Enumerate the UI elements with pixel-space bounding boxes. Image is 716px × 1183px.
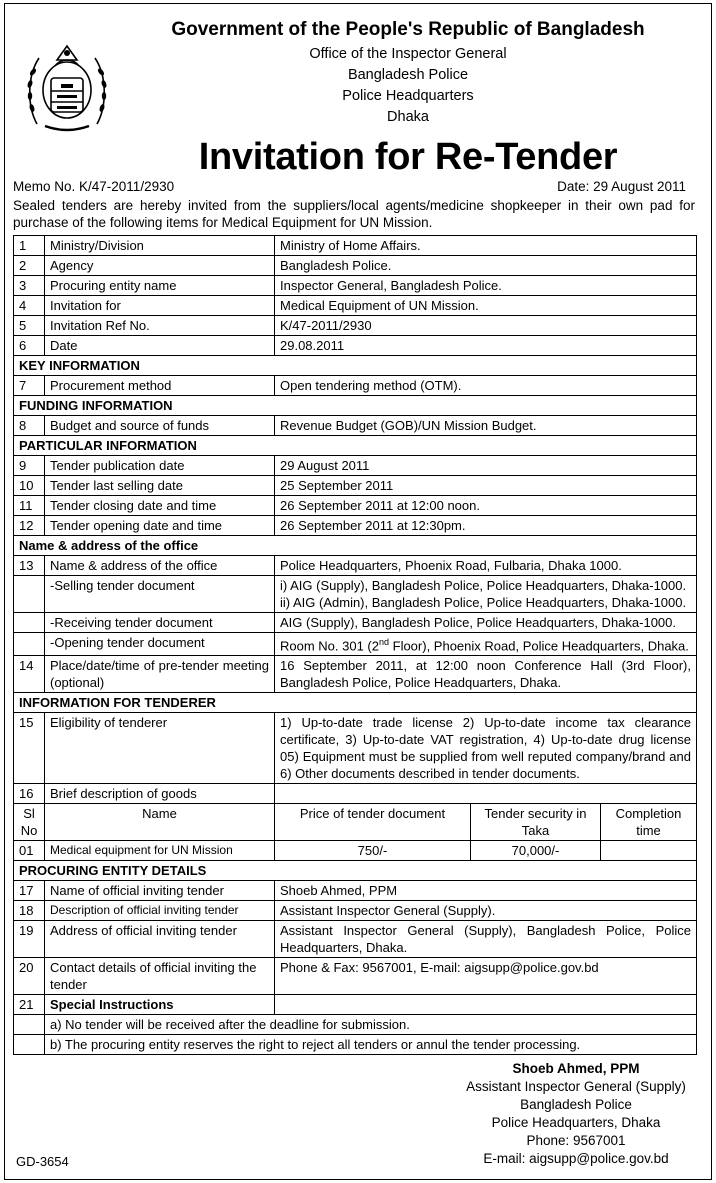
row-label: Date <box>45 336 275 356</box>
row-label: Description of official inviting tender <box>45 901 275 921</box>
government-heading: Government of the People's Republic of Bangladesh <box>171 19 645 40</box>
table-row <box>14 1035 697 1055</box>
special-instruction-b: b) The procuring entity reserves the right to reject all tenders or annul the tender processing. <box>45 1035 697 1055</box>
selling-location-2: ii) AIG (Admin), Bangladesh Police, Police Headquarters, Dhaka-1000. <box>280 595 687 610</box>
goods-header-name: Name <box>45 804 275 841</box>
opening-room-text: Room No. 301 (2 <box>280 638 379 654</box>
row-number: 10 <box>14 476 45 496</box>
row-label: Brief description of goods <box>45 784 275 804</box>
row-number <box>14 1015 45 1035</box>
tender-details-table <box>13 235 697 1055</box>
goods-item-completion <box>601 841 697 861</box>
table-row <box>14 576 697 613</box>
row-label: Tender last selling date <box>45 476 275 496</box>
row-number: 5 <box>14 316 45 336</box>
opening-address-text: Floor), Phoenix Road, Police Headquarters, Dhaka. <box>389 638 689 654</box>
row-number: 3 <box>14 276 45 296</box>
table-row <box>14 633 697 656</box>
row-label: Tender opening date and time <box>45 516 275 536</box>
row-label: Budget and source of funds <box>45 416 275 436</box>
row-number: 20 <box>14 958 45 995</box>
section-header-row <box>14 693 697 713</box>
section-tenderer-information: INFORMATION FOR TENDERER <box>14 693 697 713</box>
row-number: 11 <box>14 496 45 516</box>
row-value: Assistant Inspector General (Supply). <box>275 901 697 921</box>
table-row <box>14 958 697 995</box>
row-value: 29.08.2011 <box>275 336 697 356</box>
row-value: Shoeb Ahmed, PPM <box>275 881 697 901</box>
table-row <box>14 276 697 296</box>
notice-title: Invitation for Re-Tender <box>198 136 618 178</box>
signatory-email: E-mail: aigsupp@police.gov.bd <box>483 1151 669 1166</box>
section-header-row <box>14 861 697 881</box>
signature-block <box>466 1060 686 1168</box>
signatory-organization: Bangladesh Police <box>520 1097 632 1112</box>
row-number: 14 <box>14 656 45 693</box>
row-label: -Opening tender document <box>45 633 275 656</box>
row-label: -Selling tender document <box>45 576 275 613</box>
office-name: Office of the Inspector General <box>309 46 507 62</box>
signatory-title: Assistant Inspector General (Supply) <box>466 1079 686 1094</box>
table-row <box>14 236 697 256</box>
table-row <box>14 881 697 901</box>
signatory-address: Police Headquarters, Dhaka <box>491 1115 661 1130</box>
table-row <box>14 901 697 921</box>
row-number: 1 <box>14 236 45 256</box>
row-number: 7 <box>14 376 45 396</box>
table-row <box>14 656 697 693</box>
row-number: 9 <box>14 456 45 476</box>
row-label: Tender publication date <box>45 456 275 476</box>
table-row <box>14 516 697 536</box>
row-value: Assistant Inspector General (Supply), Bangladesh Police, Police Headquarters, Dhaka. <box>275 921 697 958</box>
row-number: 17 <box>14 881 45 901</box>
row-label: Eligibility of tenderer <box>45 713 275 784</box>
row-value: 29 August 2011 <box>275 456 697 476</box>
row-number: 16 <box>14 784 45 804</box>
selling-location-1: i) AIG (Supply), Bangladesh Police, Police Headquarters, Dhaka-1000. <box>280 578 687 593</box>
row-number: 6 <box>14 336 45 356</box>
table-row <box>14 256 697 276</box>
row-label: Ministry/Division <box>45 236 275 256</box>
row-number <box>14 613 45 633</box>
goods-header-price: Price of tender document <box>275 804 471 841</box>
signatory-name: Shoeb Ahmed, PPM <box>512 1061 640 1076</box>
row-label: Special Instructions <box>45 995 275 1015</box>
row-value: Ministry of Home Affairs. <box>275 236 697 256</box>
table-row <box>14 416 697 436</box>
row-value: Open tendering method (OTM). <box>275 376 697 396</box>
row-number: 21 <box>14 995 45 1015</box>
row-label: Contact details of official inviting the tender <box>45 958 275 995</box>
goods-item-number: 01 <box>14 841 45 861</box>
row-value: AIG (Supply), Bangladesh Police, Police Headquarters, Dhaka-1000. <box>275 613 697 633</box>
row-number: 8 <box>14 416 45 436</box>
row-value: 26 September 2011 at 12:00 noon. <box>275 496 697 516</box>
city-name: Dhaka <box>387 109 429 125</box>
section-header-row <box>14 356 697 376</box>
agency-name: Bangladesh Police <box>347 67 469 83</box>
table-row <box>14 1015 697 1035</box>
row-number: 15 <box>14 713 45 784</box>
table-row <box>14 713 697 784</box>
table-row <box>14 784 697 804</box>
memo-number: Memo No. K/47-2011/2930 <box>13 179 175 194</box>
section-header-row <box>14 536 697 556</box>
goods-item-row <box>14 841 697 861</box>
row-value: 26 September 2011 at 12:30pm. <box>275 516 697 536</box>
row-value: Revenue Budget (GOB)/UN Mission Budget. <box>275 416 697 436</box>
row-label: Invitation Ref No. <box>45 316 275 336</box>
row-number: 4 <box>14 296 45 316</box>
row-value: Medical Equipment of UN Mission. <box>275 296 697 316</box>
row-value: Phone & Fax: 9567001, E-mail: aigsupp@police.gov.bd <box>275 958 697 995</box>
table-row <box>14 921 697 958</box>
table-row <box>14 613 697 633</box>
row-label: Address of official inviting tender <box>45 921 275 958</box>
section-funding-information: FUNDING INFORMATION <box>14 396 697 416</box>
row-value <box>275 633 697 656</box>
row-number <box>14 576 45 613</box>
row-number: 2 <box>14 256 45 276</box>
row-value: Bangladesh Police. <box>275 256 697 276</box>
goods-item-name: Medical equipment for UN Mission <box>45 841 275 861</box>
table-row <box>14 296 697 316</box>
row-label: Procurement method <box>45 376 275 396</box>
section-procuring-entity: PROCURING ENTITY DETAILS <box>14 861 697 881</box>
table-row <box>14 556 697 576</box>
memo-line <box>13 179 686 194</box>
memo-date: Date: 29 August 2011 <box>557 179 686 194</box>
section-office-address: Name & address of the office <box>14 536 697 556</box>
row-number: 18 <box>14 901 45 921</box>
row-value: 16 September 2011, at 12:00 noon Conference Hall (3rd Floor), Bangladesh Police, Police Headquarters, Dhaka. <box>275 656 697 693</box>
special-instruction-a: a) No tender will be received after the deadline for submission. <box>45 1015 697 1035</box>
table-row <box>14 456 697 476</box>
section-key-information: KEY INFORMATION <box>14 356 697 376</box>
bangladesh-police-emblem-icon <box>25 36 109 136</box>
row-label: Name & address of the office <box>45 556 275 576</box>
goods-item-security: 70,000/- <box>471 841 601 861</box>
row-label: Invitation for <box>45 296 275 316</box>
row-value <box>275 784 697 804</box>
section-header-row <box>14 396 697 416</box>
row-label: -Receiving tender document <box>45 613 275 633</box>
table-row <box>14 376 697 396</box>
goods-header-security: Tender security in Taka <box>471 804 601 841</box>
row-value: Police Headquarters, Phoenix Road, Fulbaria, Dhaka 1000. <box>275 556 697 576</box>
goods-header-row <box>14 804 697 841</box>
row-label: Procuring entity name <box>45 276 275 296</box>
floor-ordinal-suffix: nd <box>379 637 390 647</box>
row-number: 13 <box>14 556 45 576</box>
row-number: 12 <box>14 516 45 536</box>
table-row <box>14 995 697 1015</box>
row-number <box>14 633 45 656</box>
goods-item-price: 750/- <box>275 841 471 861</box>
headquarters-name: Police Headquarters <box>342 88 474 104</box>
row-number <box>14 1035 45 1055</box>
row-label: Agency <box>45 256 275 276</box>
intro-paragraph: Sealed tenders are hereby invited from the suppliers/local agents/medicine shopkeeper in their own pad for purchase of the following items for Medical Equipment for UN Mission. <box>13 198 695 230</box>
row-value: Inspector General, Bangladesh Police. <box>275 276 697 296</box>
goods-header-sl: Sl No <box>14 804 45 841</box>
signatory-phone: Phone: 9567001 <box>526 1133 626 1148</box>
goods-header-completion: Completion time <box>601 804 697 841</box>
table-row <box>14 336 697 356</box>
table-row <box>14 476 697 496</box>
row-number: 19 <box>14 921 45 958</box>
row-value: 25 September 2011 <box>275 476 697 496</box>
row-value <box>275 576 697 613</box>
row-label: Place/date/time of pre-tender meeting (optional) <box>45 656 275 693</box>
table-row <box>14 496 697 516</box>
row-value: 1) Up-to-date trade license 2) Up-to-date income tax clearance certificate, 3) Up-to-date VAT registration, 4) Up-to-date drug license 05) Equipment must be supplied from well reputed company/brand and 6) Other documents described in tender documents. <box>275 713 697 784</box>
table-row <box>14 316 697 336</box>
section-particular-information: PARTICULAR INFORMATION <box>14 436 697 456</box>
section-header-row <box>14 436 697 456</box>
row-label: Tender closing date and time <box>45 496 275 516</box>
row-label: Name of official inviting tender <box>45 881 275 901</box>
row-value <box>275 995 697 1015</box>
row-value: K/47-2011/2930 <box>275 316 697 336</box>
gd-number: GD-3654 <box>16 1154 69 1169</box>
